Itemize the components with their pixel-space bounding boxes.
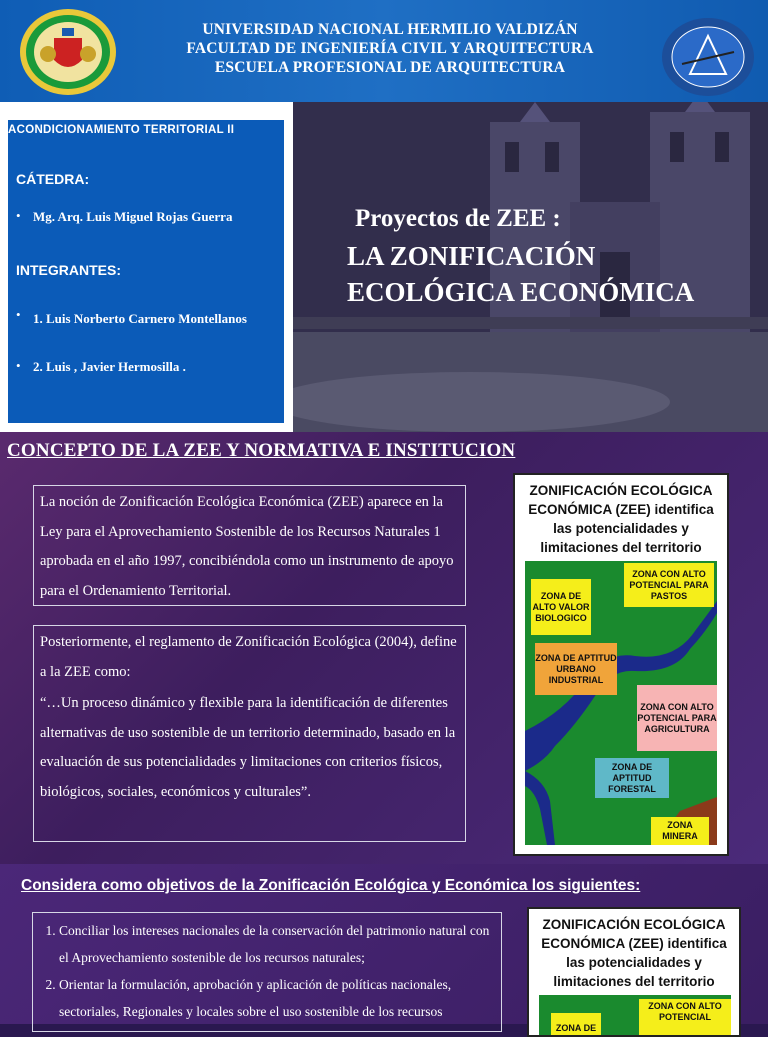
diagram-title-line4: limitaciones del territorio — [553, 974, 715, 989]
objectives-list-box — [32, 912, 502, 1032]
zone-agricultura: ZONA CON ALTO POTENCIAL PARA AGRICULTURA — [637, 685, 717, 751]
concept-text-2b: “…Un proceso dinámico y flexible para la identificación de diferentes alternativas de uso sostenible de un territorio determinado, basado en la evaluación de sus potencialidades y limitaciones con criterios físicos, biológicos, sociales, económicos y culturales”. — [40, 695, 456, 800]
diagram-title-line1: ZONIFICACIÓN ECOLÓGICA — [529, 483, 713, 498]
objective-item: 1. Conciliar los intereses nacionales de la conservación del patrimonio natural con el Aprovechamiento sostenible de los recursos naturales; — [59, 917, 493, 971]
concept-heading: CONCEPTO DE LA ZEE Y NORMATIVA E INSTITUCION — [7, 440, 516, 461]
zone-forestal: ZONA DE APTITUD FORESTAL — [595, 758, 669, 798]
bullet-icon: • — [16, 208, 21, 223]
faculty-name: FACULTAD DE INGENIERÍA CIVIL Y ARQUITECTURA — [186, 40, 594, 57]
integrante-2: 2. Luis , Javier Hermosilla . — [33, 359, 186, 374]
zone-potencial: ZONA CON ALTO POTENCIAL — [639, 999, 731, 1035]
diagram-title-line1: ZONIFICACIÓN ECOLÓGICA — [542, 917, 726, 932]
zone-urbano-industrial: ZONA DE APTITUD URBANO INDUSTRIAL — [535, 643, 617, 695]
diagram-title-line2: ECONÓMICA (ZEE) identifica — [541, 936, 727, 951]
diagram-title-line3: las potencialidades y — [553, 521, 689, 536]
concept-paragraph-2 — [33, 625, 466, 842]
catedra-label: CÁTEDRA: — [16, 171, 90, 187]
diagram-title-line3: las potencialidades y — [566, 955, 702, 970]
course-name: ACONDICIONAMIENTO TERRITORIAL II — [8, 124, 235, 136]
objectives-heading: Considera como objetivos de la Zonificación Ecológica y Económica los siguientes: — [21, 877, 641, 894]
zone-biologico: ZONA DE ALTO VALOR BIOLOGICO — [531, 579, 591, 635]
integrantes-label: INTEGRANTES: — [16, 262, 121, 278]
zee-diagram — [513, 473, 729, 856]
header-banner — [0, 0, 768, 102]
hero-title: Proyectos de ZEE : — [355, 205, 561, 232]
concept-text-2a: Posteriormente, el reglamento de Zonificación Ecológica (2004), define a la ZEE como: — [40, 634, 457, 680]
concept-paragraph-1 — [33, 485, 466, 606]
catedra-name: Mg. Arq. Luis Miguel Rojas Guerra — [33, 209, 233, 224]
diagram-title-line2: ECONÓMICA (ZEE) identifica — [528, 502, 714, 517]
bullet-icon: • — [16, 307, 21, 322]
architecture-school-logo — [660, 16, 756, 98]
diagram-title-line4: limitaciones del territorio — [540, 540, 702, 555]
hero-subtitle-2: ECOLÓGICA ECONÓMICA — [347, 277, 695, 307]
integrante-1: 1. Luis Norberto Carnero Montellanos — [33, 311, 247, 326]
zone-de: ZONA DE — [551, 1013, 601, 1037]
concept-text-1: La noción de Zonificación Ecológica Económica (ZEE) aparece en la Ley para el Aprovechamiento Sostenible de los Recursos Naturales 1 aprobada en el año 1997, concibiéndola como un instrumento de apoyo para el Ordenamiento Territorial. — [40, 494, 454, 599]
university-seal-logo — [18, 8, 118, 96]
university-name: UNIVERSIDAD NACIONAL HERMILIO VALDIZÁN — [202, 21, 578, 38]
objectives-list — [41, 917, 493, 1025]
objective-item: 2. Orientar la formulación, aprobación y aplicación de políticas nacionales, sectoriales, Regionales y locales sobre el uso sostenible de los recursos — [59, 971, 493, 1025]
zone-minera: ZONA MINERA — [651, 817, 709, 845]
school-name: ESCUELA PROFESIONAL DE ARQUITECTURA — [214, 59, 566, 76]
header-title — [130, 20, 650, 77]
zone-pastos: ZONA CON ALTO POTENCIAL PARA PASTOS — [624, 563, 714, 607]
zee-diagram-2 — [527, 907, 741, 1037]
hero-subtitle-1: LA ZONIFICACIÓN — [347, 241, 596, 271]
bullet-icon: • — [16, 358, 21, 373]
